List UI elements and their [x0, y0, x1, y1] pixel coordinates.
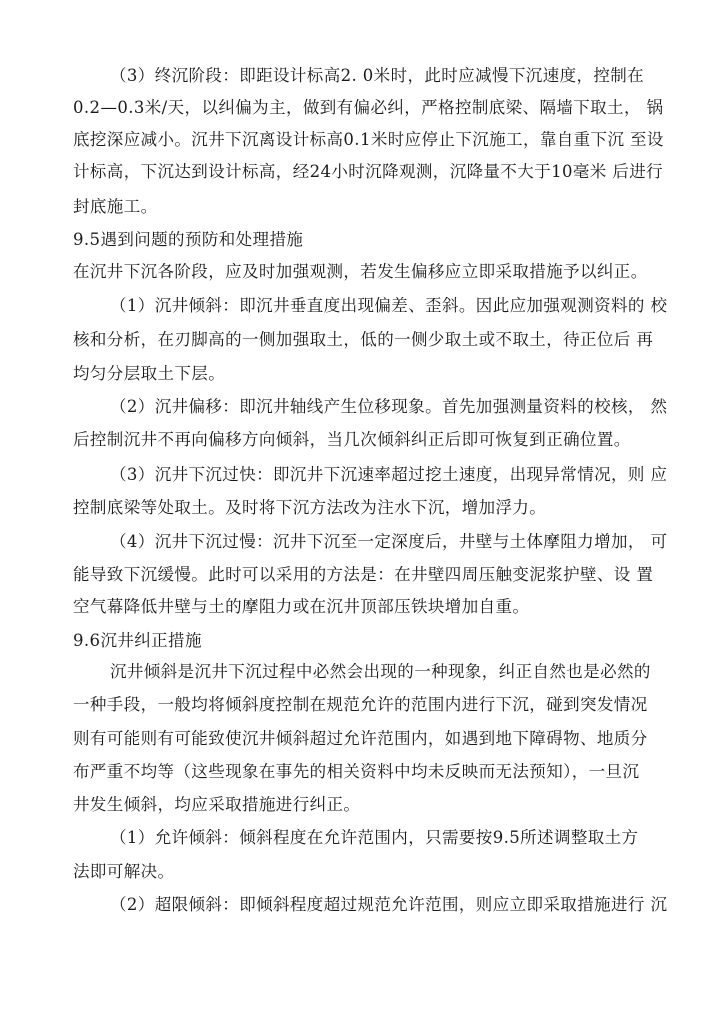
text-line: （1）沉井倾斜：即沉井垂直度出现偏差、歪斜。因此应加强观测资料的 校 [110, 296, 668, 315]
text-line: 后控制沉井不再向偏移方向倾斜，当几次倾斜纠正后即可恢复到正确位置。 [73, 430, 631, 449]
text-line: 均匀分层取土下层。 [73, 364, 226, 383]
text-line: （1）允许倾斜：倾斜程度在允许范围内，只需要按9.5所述调整取土方 [110, 828, 639, 847]
text-line: （3）终沉阶段：即距设计标高2. 0米时，此时应减慢下沉速度，控制在 [110, 66, 645, 85]
text-line: 封底施工。 [73, 197, 158, 216]
text-line: 井发生倾斜，均应采取措施进行纠正。 [73, 795, 361, 814]
text-line: 控制底梁等处取土。及时将下沉方法改为注水下沉，增加浮力。 [73, 498, 547, 517]
text-line: 则有可能则有可能致使沉井倾斜超过允许范围内，如遇到地下障碍物、地质分 [73, 729, 648, 748]
text-line: （3）沉井下沉过快：即沉井下沉速率超过挖土速度，出现异常情况，则 应 [110, 465, 668, 484]
section-heading: 9.6沉井纠正措施 [73, 631, 202, 650]
text-line: 一种手段，一般均将倾斜度控制在规范允许的范围内进行下沉，碰到突发情况 [73, 695, 648, 714]
text-line: 计标高，下沉达到设计标高，经24小时沉降观测，沉降量不大于10毫米 后进行 [73, 162, 664, 181]
text-line: 在沉井下沉各阶段，应及时加强观测，若发生偏移应立即采取措施予以纠正。 [73, 262, 648, 281]
text-line: （2）沉井偏移：即沉井轴线产生位移现象。首先加强测量资料的校核， 然 [110, 397, 668, 416]
text-line: 法即可解决。 [73, 862, 175, 881]
text-line: 布严重不均等（这些现象在事先的相关资料中均未反映而无法预知），一旦沉 [73, 762, 640, 781]
text-line: （2）超限倾斜：即倾斜程度超过规范允许范围，则应立即采取措施进行 沉 [110, 895, 668, 914]
text-line: 底挖深应减小。沉井下沉离设计标高0.1米时应停止下沉施工，靠自重下沉 至设 [73, 130, 664, 149]
text-line: 核和分析，在刃脚高的一侧加强取土，低的一侧少取土或不取土，待正位后 再 [73, 330, 654, 349]
text-line: 空气幕降低井壁与土的摩阻力或在沉井顶部压铁块增加自重。 [73, 597, 530, 616]
text-line: （4）沉井下沉过慢：沉井下沉至一定深度后，井壁与土体摩阻力增加， 可 [110, 532, 668, 551]
section-heading: 9.5遇到问题的预防和处理措施 [73, 230, 304, 249]
text-line: 沉井倾斜是沉井下沉过程中必然会出现的一种现象，纠正自然也是必然的 [110, 662, 651, 681]
text-line: 0.2—0.3米/天，以纠偏为主，做到有偏必纠，严格控制底梁、隔墙下取土， 锅 [73, 98, 664, 117]
text-line: 能导致下沉缓慢。此时可以采用的方法是：在井壁四周压触变泥浆护壁、设 置 [73, 565, 654, 584]
